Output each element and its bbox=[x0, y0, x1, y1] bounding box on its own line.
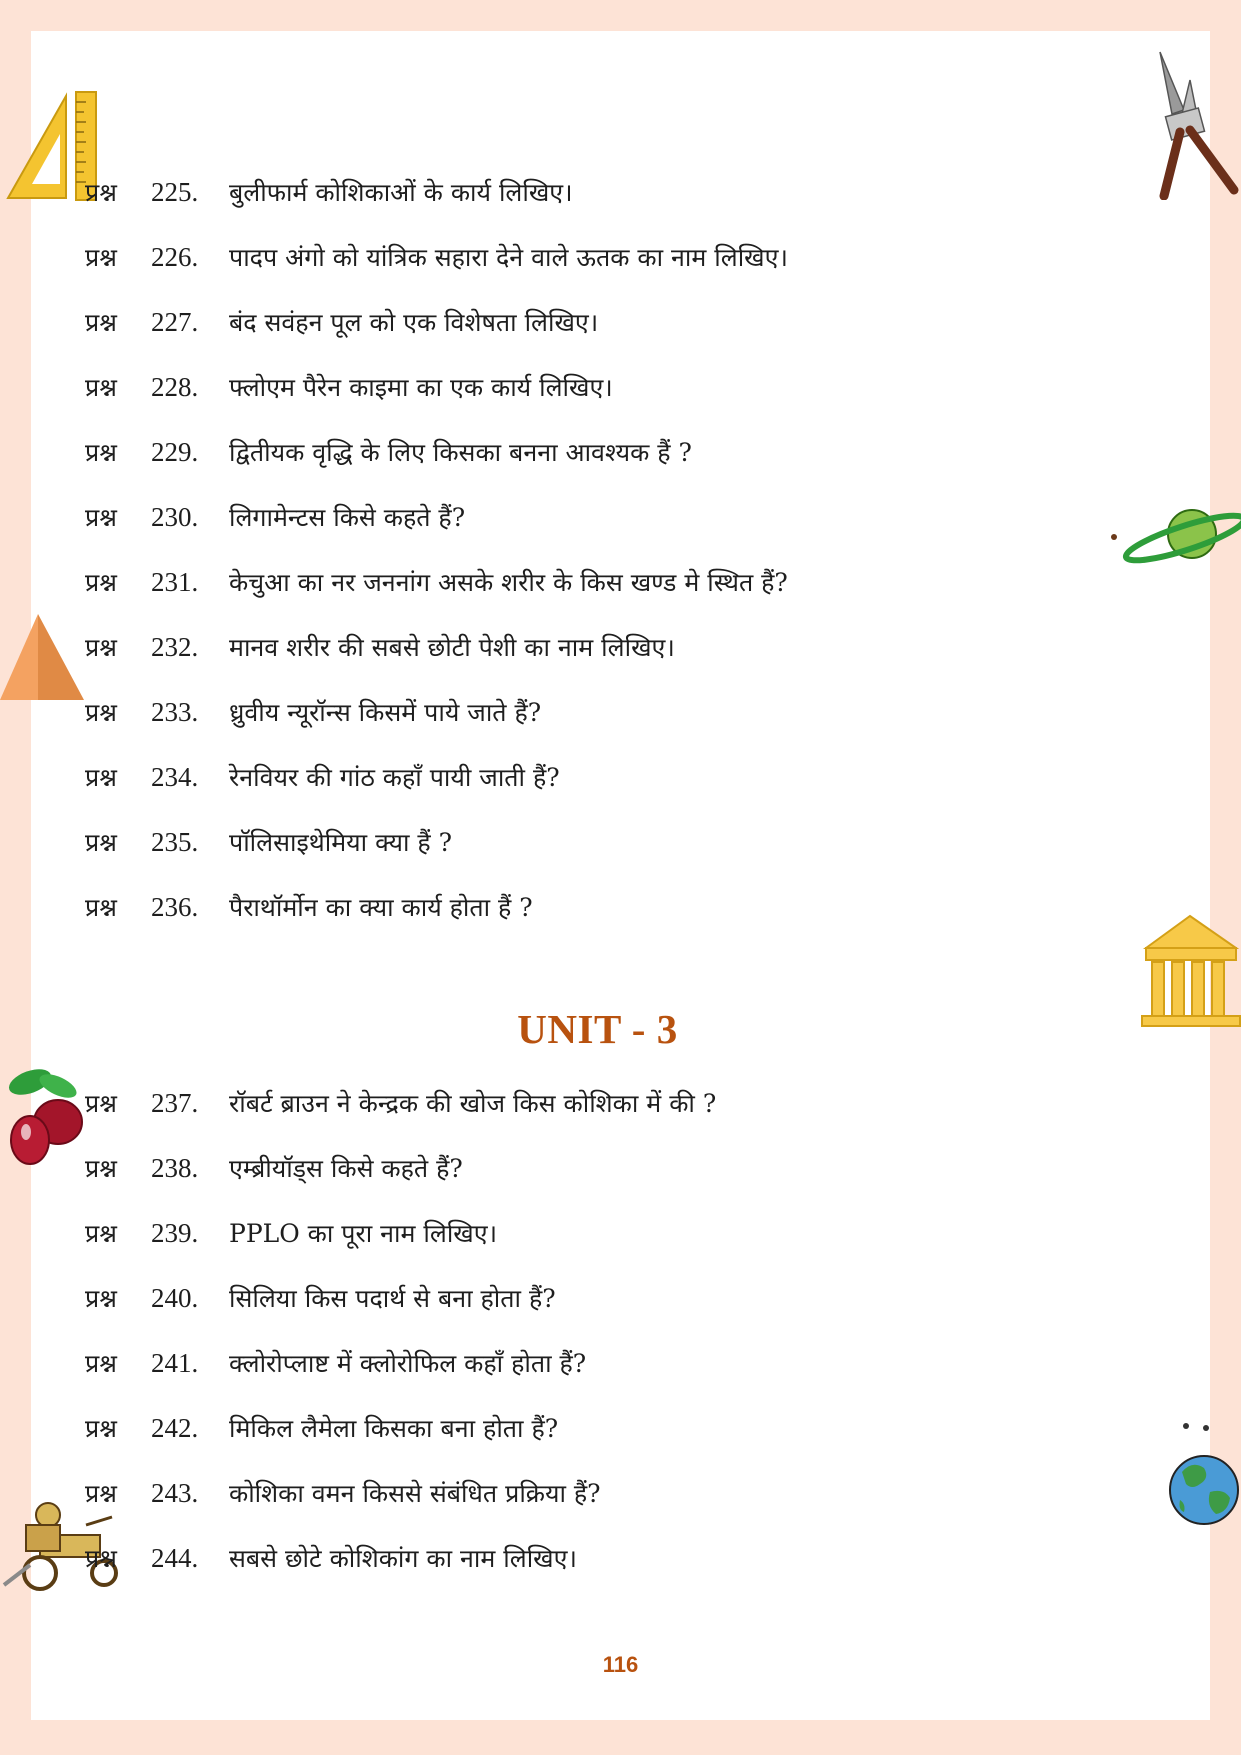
question-text: बुलीफार्म कोशिकाओं के कार्य लिखिए। bbox=[229, 178, 573, 207]
question-row bbox=[85, 887, 533, 927]
question-number: 229. bbox=[151, 436, 199, 467]
question-row bbox=[85, 1148, 463, 1188]
question-row bbox=[85, 1473, 601, 1513]
question-row bbox=[85, 822, 452, 862]
question-prefix: प्रश्न bbox=[85, 1219, 117, 1248]
question-number: 244. bbox=[151, 1542, 199, 1573]
question-text: रॉबर्ट ब्राउन ने केन्द्रक की खोज किस कोशिका में की ? bbox=[229, 1089, 717, 1118]
question-row bbox=[85, 237, 788, 277]
question-number: 239. bbox=[151, 1217, 199, 1248]
question-prefix: प्रश्न bbox=[85, 1154, 117, 1183]
question-number: 237. bbox=[151, 1087, 199, 1118]
question-number: 242. bbox=[151, 1412, 199, 1443]
question-text: सिलिया किस पदार्थ से बना होता हैं? bbox=[229, 1284, 556, 1313]
question-number: 225. bbox=[151, 176, 199, 207]
question-text: बंद सवंहन पूल को एक विशेषता लिखिए। bbox=[229, 308, 599, 337]
question-row bbox=[85, 562, 788, 602]
question-row bbox=[85, 1083, 716, 1123]
planet-ring-icon bbox=[1110, 500, 1241, 570]
question-prefix: प्रश्न bbox=[85, 1089, 117, 1118]
question-text: फ्लोएम पैरेन काइमा का एक कार्य लिखिए। bbox=[229, 373, 613, 402]
question-prefix: प्रश्न bbox=[85, 828, 117, 857]
question-number: 234. bbox=[151, 761, 199, 792]
question-prefix: प्रश्न bbox=[85, 1544, 117, 1573]
question-number: 228. bbox=[151, 371, 199, 402]
question-prefix: प्रश्न bbox=[85, 503, 117, 532]
page-sheet bbox=[31, 31, 1210, 1720]
question-number: 230. bbox=[151, 501, 199, 532]
globe-earth-icon bbox=[1160, 1420, 1241, 1530]
question-row bbox=[85, 757, 560, 797]
question-number: 231. bbox=[151, 566, 199, 597]
question-prefix: प्रश्न bbox=[85, 698, 117, 727]
question-text: PPLO का पूरा नाम लिखिए। bbox=[229, 1219, 498, 1248]
question-prefix: प्रश्न bbox=[85, 243, 117, 272]
question-row bbox=[85, 1278, 556, 1318]
question-number: 233. bbox=[151, 696, 199, 727]
question-prefix: प्रश्न bbox=[85, 1414, 117, 1443]
question-prefix: प्रश्न bbox=[85, 1284, 117, 1313]
question-text: मिकिल लैमेला किसका बना होता हैं? bbox=[229, 1414, 559, 1443]
question-text: द्वितीयक वृद्धि के लिए किसका बनना आवश्यक हैं ? bbox=[229, 438, 692, 467]
pruning-shears-icon bbox=[1150, 50, 1240, 200]
question-number: 243. bbox=[151, 1477, 199, 1508]
question-row bbox=[85, 1343, 586, 1383]
question-prefix: प्रश्न bbox=[85, 438, 117, 467]
question-text: पादप अंगो को यांत्रिक सहारा देने वाले ऊतक का नाम लिखिए। bbox=[229, 243, 788, 272]
question-number: 238. bbox=[151, 1152, 199, 1183]
page-number: 116 bbox=[602, 1652, 639, 1677]
question-row bbox=[85, 302, 598, 342]
unit-heading: UNIT - 3 bbox=[517, 1006, 678, 1052]
question-row bbox=[85, 692, 541, 732]
question-number: 226. bbox=[151, 241, 199, 272]
question-text: लिगामेन्टस किसे कहते हैं? bbox=[229, 503, 466, 532]
question-row bbox=[85, 1213, 497, 1253]
pyramid-icon bbox=[0, 612, 86, 704]
question-text: मानव शरीर की सबसे छोटी पेशी का नाम लिखिए। bbox=[229, 633, 675, 662]
question-prefix: प्रश्न bbox=[85, 178, 117, 207]
question-number: 232. bbox=[151, 631, 199, 662]
question-text: पैराथॉर्मोन का क्या कार्य होता हैं ? bbox=[229, 893, 533, 922]
question-text: रेनवियर की गांठ कहाँ पायी जाती हैं? bbox=[229, 763, 560, 792]
question-prefix: प्रश्न bbox=[85, 1349, 117, 1378]
question-text: एम्ब्रीयॉड्स किसे कहते हैं? bbox=[229, 1154, 463, 1183]
question-text: कोशिका वमन किससे संबंधित प्रक्रिया हैं? bbox=[229, 1479, 601, 1508]
question-row bbox=[85, 432, 692, 472]
question-prefix: प्रश्न bbox=[85, 568, 117, 597]
question-text: क्लोरोप्लाष्ट में क्लोरोफिल कहाँ होता हैं? bbox=[229, 1349, 587, 1378]
question-number: 240. bbox=[151, 1282, 199, 1313]
question-number: 241. bbox=[151, 1347, 199, 1378]
question-row bbox=[85, 1538, 577, 1578]
question-row bbox=[85, 497, 465, 537]
question-text: पॉलिसाइथेमिया क्या हैं ? bbox=[229, 828, 452, 857]
question-row bbox=[85, 627, 675, 667]
question-prefix: प्रश्न bbox=[85, 763, 117, 792]
question-text: ध्रुवीय न्यूरॉन्स किसमें पाये जाते हैं? bbox=[229, 698, 542, 727]
question-number: 235. bbox=[151, 826, 199, 857]
question-prefix: प्रश्न bbox=[85, 633, 117, 662]
question-row bbox=[85, 172, 573, 212]
question-row bbox=[85, 367, 613, 407]
question-prefix: प्रश्न bbox=[85, 308, 117, 337]
question-prefix: प्रश्न bbox=[85, 1479, 117, 1508]
question-prefix: प्रश्न bbox=[85, 893, 117, 922]
question-number: 227. bbox=[151, 306, 199, 337]
kidney-beans-sprout-icon bbox=[4, 1060, 88, 1168]
question-row bbox=[85, 1408, 558, 1448]
question-prefix: प्रश्न bbox=[85, 373, 117, 402]
question-text: केचुआ का नर जननांग असके शरीर के किस खण्ड मे स्थित हैं? bbox=[229, 568, 788, 597]
question-number: 236. bbox=[151, 891, 199, 922]
question-text: सबसे छोटे कोशिकांग का नाम लिखिए। bbox=[229, 1544, 577, 1573]
